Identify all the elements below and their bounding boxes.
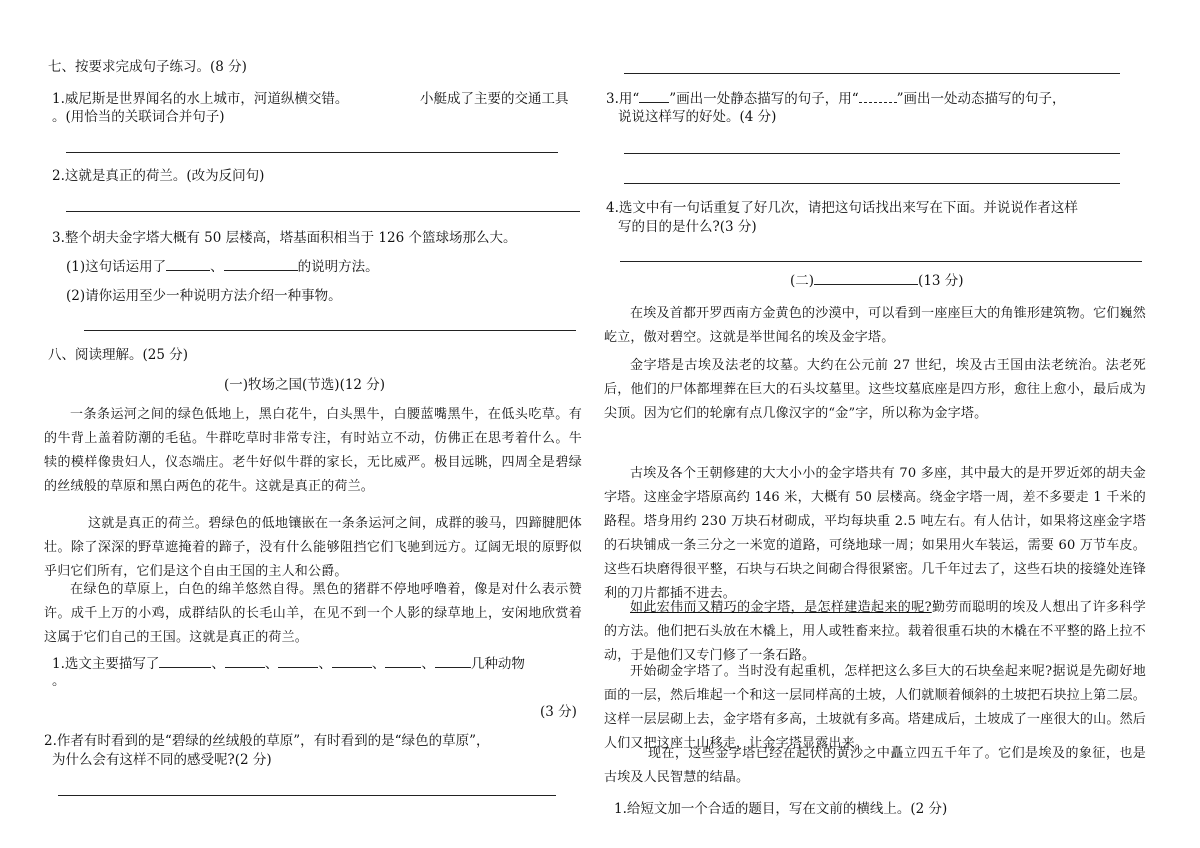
q7-1-text: 1.威尼斯是世界闻名的水上城市，河道纵横交错。 bbox=[52, 91, 349, 107]
reading-2-paragraph-3: 古埃及各个王朝修建的大大小小的金字塔共有 70 多座，其中最大的是开罗近郊的胡夫金字塔。这座金字塔原高约 146 米，大概有 50 层楼高。绕金字塔一周，差不多要走 1 千米的路程。塔身用约 230 万块石材砌成，平均每块重 2.5 吨左右。有人估计，如果将这座金字塔的石块铺成一条三分之一米宽的道路，可绕地球一周；如果用火车装运，需要 60 万节车皮。这些石块磨得很平整，石块与石块之间砌合得很紧密。几千年过去了，这些石块的接缝处连锋利的刀片都插不进去。 bbox=[604, 466, 1146, 601]
reading-2-paragraph-6: 现在，这些金字塔已经在起伏的黄沙之中矗立四五千年了。它们是埃及的象征，也是古埃及人民智慧的结晶。 bbox=[604, 746, 1146, 785]
wavy-sample bbox=[859, 90, 897, 103]
reading-1-title: (一)牧场之国(节选)(12 分) bbox=[224, 377, 386, 393]
reading-1-q1-end: 。 bbox=[52, 673, 66, 689]
title-blank[interactable] bbox=[814, 272, 918, 285]
reading-1-paragraph-3: 在绿色的草原上，白色的绵羊悠然自得。黑色的猪群不停地呼噜着，像是对什么表示赞许。成千上万的小鸡，成群结队的长毛山羊，在见不到一个人影的绿草地上，安闲地欣赏着这属于它们自己的王国。这就是真正的荷兰。 bbox=[44, 582, 582, 645]
reading-2-paragraph-5: 开始砌金字塔了。当时没有起重机，怎样把这么多巨大的石块垒起来呢?据说是先砌好地面的一层，然后堆起一个和这一层同样高的土坡，人们就顺着倾斜的土坡把石块拉上第二层。这样一层层砌上去，金字塔有多高，土坡就有多高。塔建成后，土坡成了一座很大的山。然后人们又把这座土山移走，让金字塔显露出来。 bbox=[604, 664, 1146, 751]
q7-3-2-text: (2)请你运用至少一种说明方法介绍一种事物。 bbox=[66, 288, 342, 304]
reading-1-paragraph-2: 这就是真正的荷兰。碧绿色的低地镶嵌在一条条运河之间，成群的骏马，四蹄腱肥体壮。除了深深的野草遮掩着的蹄子，没有什么能够阻挡它们飞驰到远方。辽阔无垠的原野似乎归它们所有，它们是这个自由王国的主人和公爵。 bbox=[44, 516, 582, 579]
answer-line[interactable] bbox=[624, 183, 1120, 184]
answer-line[interactable] bbox=[66, 211, 580, 212]
reading-2-paragraph-2: 金字塔是古埃及法老的坟墓。大约在公元前 27 世纪，埃及古王国由法老统治。法老死后，他们的尸体都埋葬在巨大的石头坟墓里。这些坟墓底座是四方形，愈往上愈小，最后成为尖顶。因为它们的轮廓有点几像汉字的“金”字，所以称为金字塔。 bbox=[604, 358, 1146, 421]
q4-text-b: 写的目的是什么?(3 分) bbox=[618, 219, 757, 235]
blank[interactable] bbox=[225, 655, 265, 668]
q3-text-b: 说说这样写的好处。(4 分) bbox=[618, 109, 777, 125]
blank[interactable] bbox=[332, 655, 372, 668]
blank[interactable] bbox=[385, 655, 421, 668]
answer-line[interactable] bbox=[624, 73, 1120, 74]
answer-line[interactable] bbox=[84, 330, 576, 331]
reading-1-q1-text: 1.选文主要描写了 、 、 、 、 、 几种动物 bbox=[52, 656, 525, 672]
blank[interactable] bbox=[166, 258, 210, 271]
reading-1-q2-text-b: 为什么会有这样不同的感受呢?(2 分) bbox=[52, 752, 272, 768]
reading-2-paragraph-4: 如此宏伟而又精巧的金字塔，是怎样建造起来的呢?勤劳而聪明的埃及人想出了许多科学的方法。他们把石头放在木橇上，用人或牲畜来拉。载着很重石块的木橇在不平整的路上拉不动，于是他们又专门修了一条石路。 bbox=[604, 600, 1146, 663]
q7-1-text-b: 小艇成了主要的交通工具 bbox=[420, 91, 569, 107]
reading-1-paragraph-1: 一条条运河之间的绿色低地上，黑白花牛，白头黑牛，白腰蓝嘴黑牛，在低头吃草。有的牛背上盖着防潮的毛毡。牛群吃草时非常专注，有时站立不动，仿佛正在思考着什么。牛犊的模样像贵妇人，仪态端庄。老牛好似牛群的家长，无比威严。极目远眺，四周全是碧绿的丝绒般的草原和黑白两色的花牛。这就是真正的荷兰。 bbox=[44, 407, 582, 494]
blank[interactable] bbox=[278, 655, 318, 668]
section-8-title: 八、阅读理解。(25 分) bbox=[48, 347, 189, 363]
q7-2-text: 2.这就是真正的荷兰。(改为反问句) bbox=[52, 168, 265, 184]
blank[interactable] bbox=[435, 655, 471, 668]
underlined-question: 如此宏伟而又精巧的金字塔，是怎样建造起来的呢? bbox=[630, 600, 932, 615]
section-7-title: 七、按要求完成句子练习。(8 分) bbox=[48, 59, 247, 75]
q7-1-instruction: 。(用恰当的关联词合并句子) bbox=[52, 109, 225, 125]
q7-3-text: 3.整个胡夫金字塔大概有 50 层楼高，塔基面积相当于 126 个篮球场那么大。 bbox=[52, 230, 517, 246]
reading-1-q2-text: 2.作者有时看到的是“碧绿的丝绒般的草原”，有时看到的是“绿色的草原”， bbox=[44, 733, 490, 749]
answer-line[interactable] bbox=[58, 795, 556, 796]
q3-text: 3.用“ ”画出一处静态描写的句子，用“ ”画出一处动态描写的句子， bbox=[606, 91, 1066, 107]
answer-line[interactable] bbox=[620, 261, 1142, 262]
reading-1-q1-score: (3 分) bbox=[540, 704, 577, 720]
reading-2-paragraph-1: 在埃及首都开罗西南方金黄色的沙漠中，可以看到一座座巨大的角锥形建筑物。它们巍然屹立，傲对碧空。这就是举世闻名的埃及金字塔。 bbox=[604, 306, 1146, 345]
reading-2-title: (二) (13 分) bbox=[790, 273, 964, 289]
underline-sample bbox=[639, 90, 669, 103]
reading-2-q1-text: 1.给短文加一个合适的题目，写在文前的横线上。(2 分) bbox=[614, 801, 948, 817]
blank[interactable] bbox=[159, 655, 211, 668]
blank[interactable] bbox=[224, 258, 298, 271]
answer-line[interactable] bbox=[66, 152, 558, 153]
q7-3-1-text: (1)这句话运用了 、 的说明方法。 bbox=[66, 259, 379, 275]
answer-line[interactable] bbox=[624, 153, 1120, 154]
q4-text: 4.选文中有一句话重复了好几次，请把这句话找出来写在下面。并说说作者这样 bbox=[606, 200, 1078, 216]
